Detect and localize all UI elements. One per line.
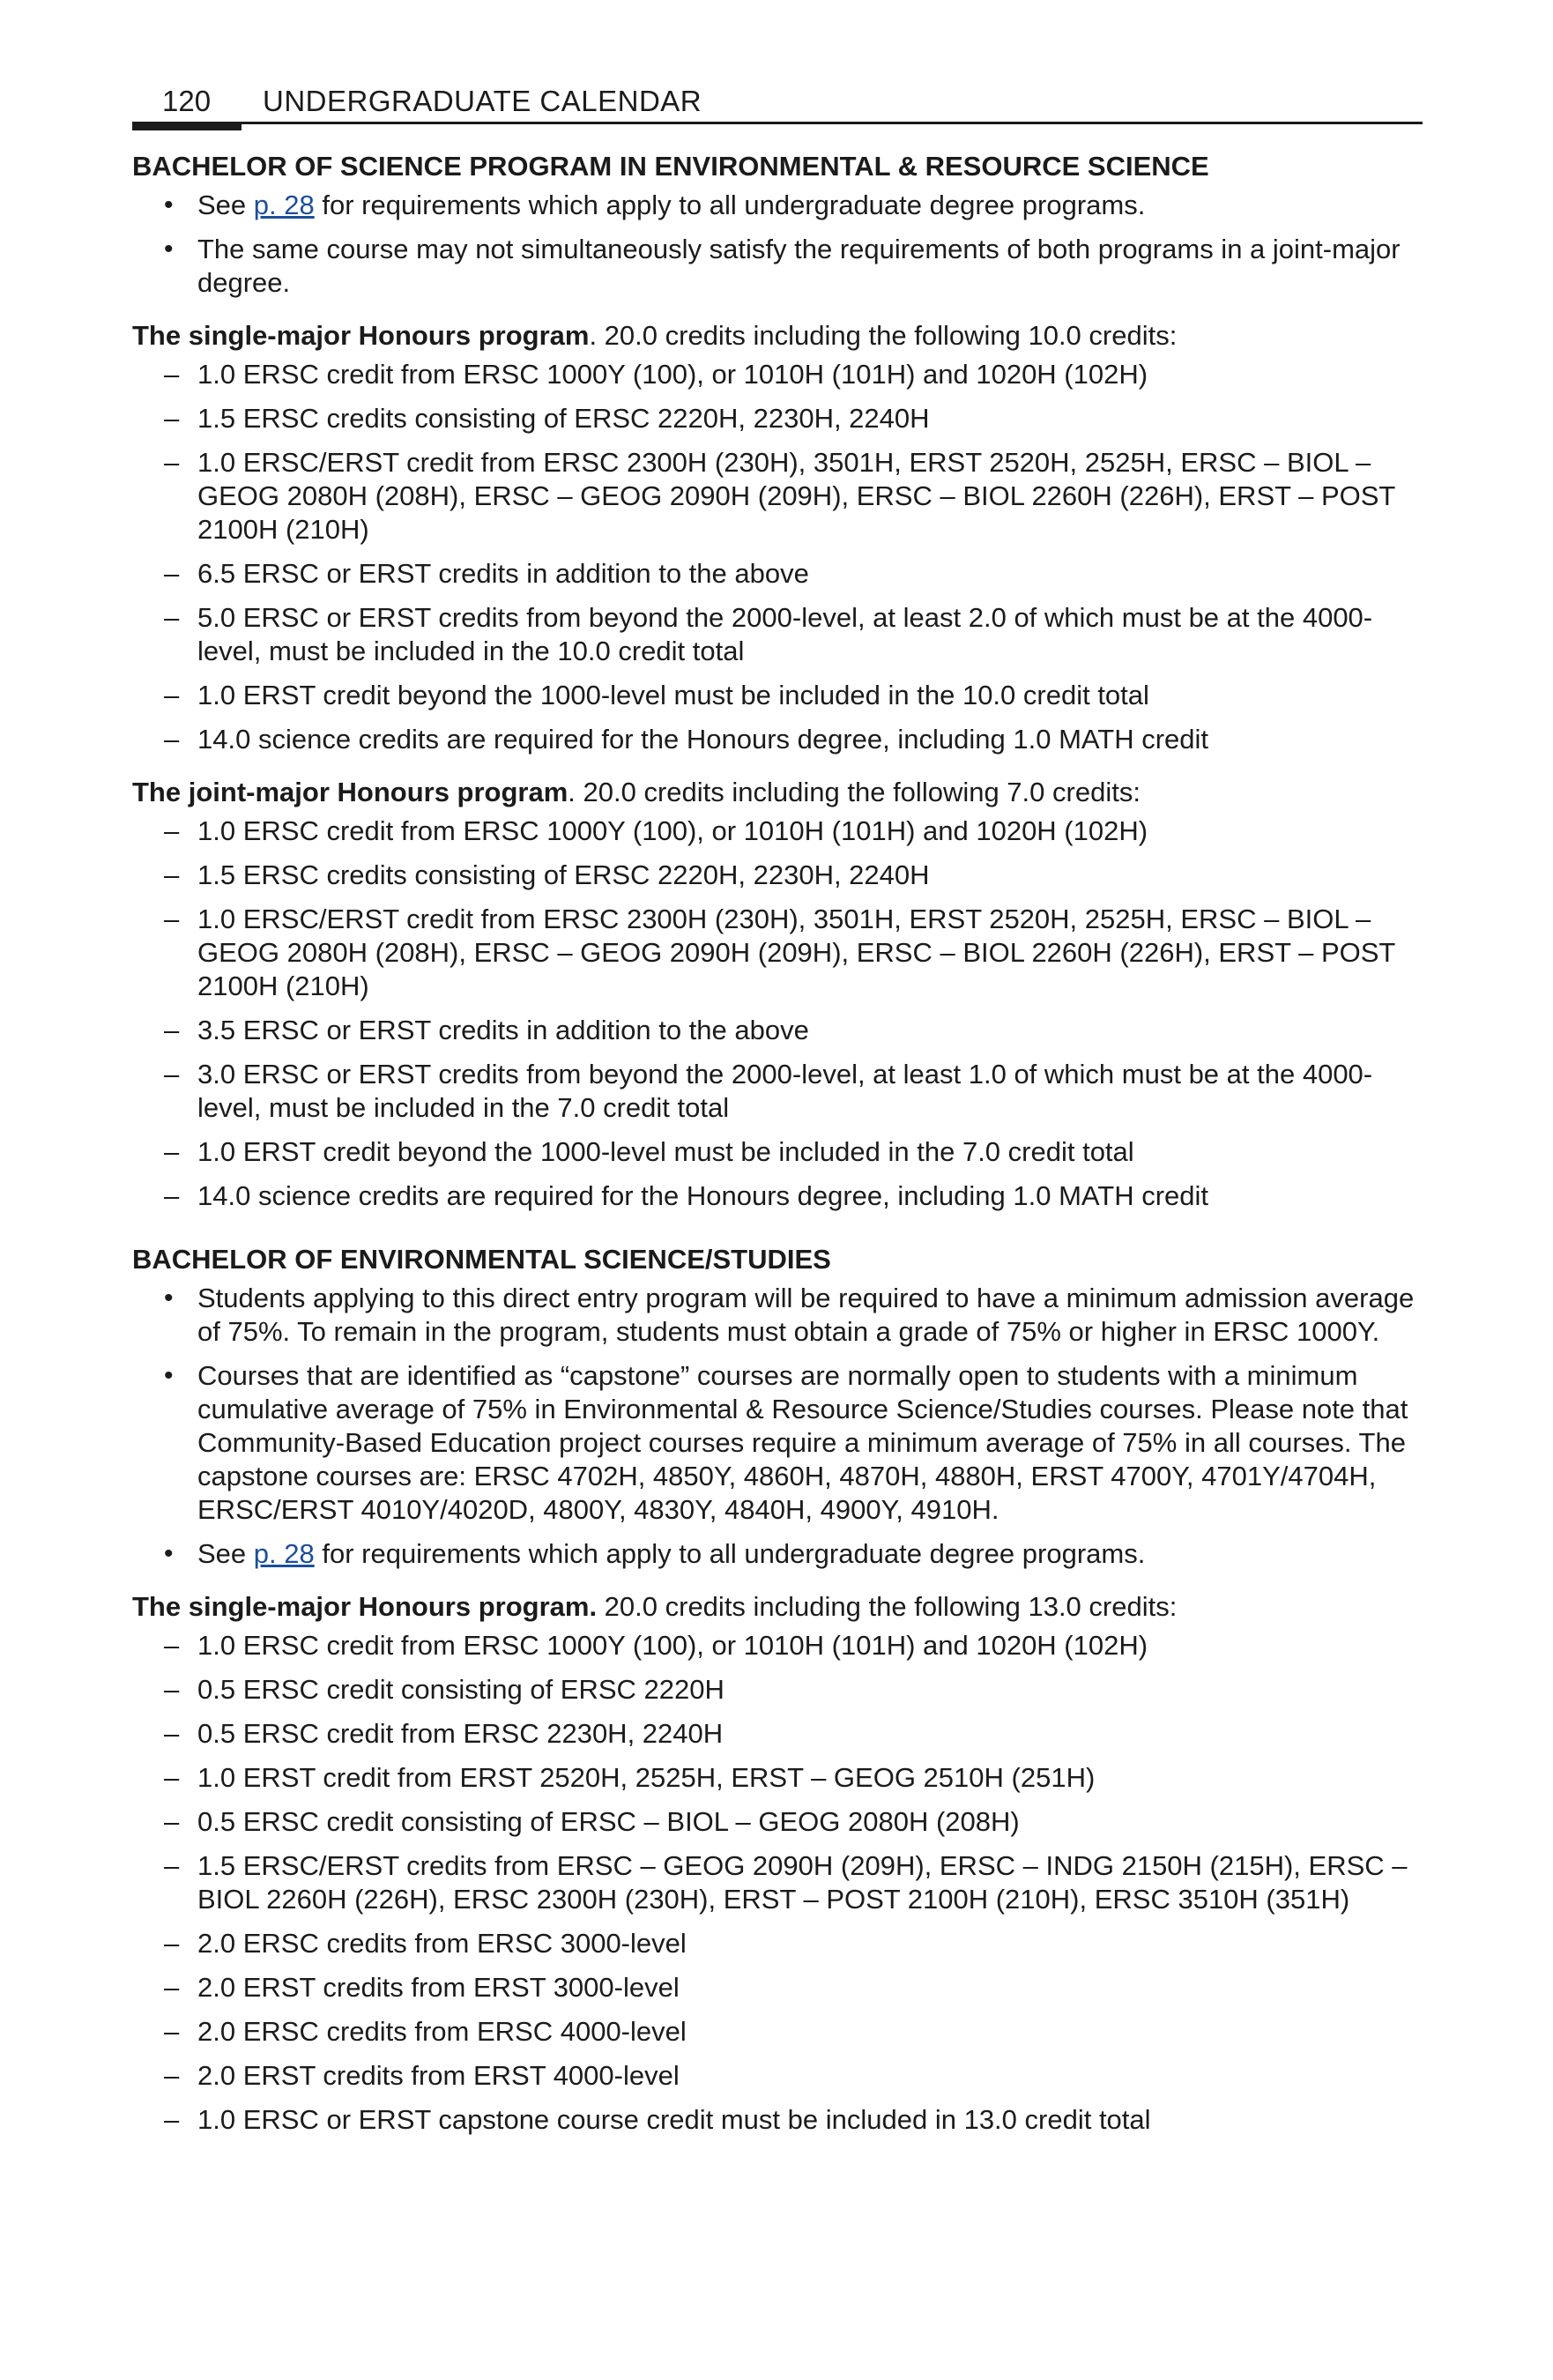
list-item (132, 679, 1421, 712)
page (132, 78, 1421, 2147)
list-item (132, 723, 1421, 756)
program-heading: The single-major Honours program. 20.0 credits including the following 13.0 credits: (132, 1591, 1178, 1622)
dash-icon: – (164, 403, 180, 434)
list-item (132, 1014, 1421, 1047)
list-item (132, 1717, 1421, 1751)
page-number: 120 (162, 85, 212, 117)
dash-icon: – (164, 1806, 180, 1837)
requirement-text: 0.5 ERSC credit consisting of ERSC 2220H (197, 1674, 724, 1705)
dash-icon: – (164, 724, 180, 755)
dash-icon: – (164, 680, 180, 710)
list-item (132, 903, 1421, 1003)
section-title-bes: BACHELOR OF ENVIRONMENTAL SCIENCE/STUDIES (132, 1244, 831, 1275)
requirement-text: 5.0 ERSC or ERST credits from beyond the 2000-level, at least 2.0 of which must be at the 4000-level, must be included in the 10.0 credit total (197, 602, 1373, 666)
list-item (132, 601, 1421, 668)
list-item (132, 1761, 1421, 1795)
dash-icon: – (164, 1928, 180, 1959)
dash-icon: – (164, 602, 180, 633)
dash-icon: – (164, 815, 180, 846)
bes-bullet-list (132, 1282, 1421, 1571)
dash-icon: – (164, 1630, 180, 1661)
requirement-text: 2.0 ERSC credits from ERSC 3000-level (197, 1928, 687, 1959)
dash-icon: – (164, 1762, 180, 1793)
list-item (132, 1971, 1421, 2004)
list-item: • See p. 28 for requirements which apply to all undergraduate degree programs. (164, 190, 1146, 220)
list-item (132, 557, 1421, 591)
dash-icon: – (164, 2104, 180, 2135)
requirement-list (132, 358, 1421, 756)
requirement-text: 1.0 ERSC/ERST credit from ERSC 2300H (230H), 3501H, ERST 2520H, 2525H, ERSC – BIOL – GEOG 2080H (208H), ERSC – GEOG 2090H (209H), ERSC – BIOL 2260H (226H), ERST – POST 2100H (210H) (197, 904, 1395, 1001)
requirement-text: 1.5 ERSC credits consisting of ERSC 2220H, 2230H, 2240H (197, 403, 930, 434)
requirement-text: 1.0 ERST credit beyond the 1000-level must be included in the 10.0 credit total (197, 680, 1149, 710)
bullet-icon: • (164, 234, 174, 264)
dash-icon: – (164, 1674, 180, 1705)
list-item (132, 2015, 1421, 2049)
page-link[interactable]: p. 28 (253, 190, 315, 220)
dash-icon: – (164, 2060, 180, 2091)
requirement-text: 14.0 science credits are required for the Honours degree, including 1.0 MATH credit (197, 1180, 1209, 1211)
requirement-text: 2.0 ERSC credits from ERSC 4000-level (197, 2016, 687, 2047)
requirement-text: 3.0 ERSC or ERST credits from beyond the 2000-level, at least 1.0 of which must be at the 4000-level, must be included in the 7.0 credit total (197, 1059, 1373, 1123)
list-item: • Students applying to this direct entry program will be required to have a minimum admission average of 75%. To remain in the program, students must obtain a grade of 75% or higher in ERSC 1000Y. (164, 1283, 1415, 1347)
requirement-text: 1.5 ERSC credits consisting of ERSC 2220H, 2230H, 2240H (197, 859, 930, 890)
requirement-text: 14.0 science credits are required for the Honours degree, including 1.0 MATH credit (197, 724, 1209, 755)
list-item (132, 402, 1421, 435)
page-link[interactable]: p. 28 (253, 1538, 315, 1569)
requirement-list (132, 814, 1421, 1213)
dash-icon: – (164, 558, 180, 589)
dash-icon: – (164, 904, 180, 934)
header-rule (132, 122, 1423, 124)
requirement-list (132, 1629, 1421, 2137)
list-item: • The same course may not simultaneously satisfy the requirements of both programs in a joint-major degree. (164, 234, 1401, 298)
list-item (132, 1135, 1421, 1169)
list-item (132, 1849, 1421, 1916)
dash-icon: – (164, 859, 180, 890)
dash-icon: – (164, 2016, 180, 2047)
requirement-text: 0.5 ERSC credit consisting of ERSC – BIOL – GEOG 2080H (208H) (197, 1806, 1020, 1837)
list-item (132, 1673, 1421, 1707)
running-title: UNDERGRADUATE CALENDAR (263, 85, 702, 117)
list-item (132, 1805, 1421, 1839)
requirement-text: 6.5 ERSC or ERST credits in addition to the above (197, 558, 809, 589)
bullet-icon: • (164, 1361, 174, 1390)
list-item (132, 2059, 1421, 2093)
requirement-text: 1.5 ERSC/ERST credits from ERSC – GEOG 2090H (209H), ERSC – INDG 2150H (215H), ERSC – BIOL 2260H (226H), ERSC 2300H (230H), ERST – POST 2100H (210H), ERSC 3510H (351H) (197, 1850, 1408, 1915)
dash-icon: – (164, 1015, 180, 1045)
list-item: • See p. 28 for requirements which apply to all undergraduate degree programs. (164, 1538, 1146, 1569)
list-item: • Courses that are identified as “capstone” courses are normally open to students with a minimum cumulative average of 75% in Environmental & Resource Science/Studies courses. Please note that Community-Based Education project courses require a minimum average of 75% in all courses. The capstone courses are: ERSC 4702H, 4850Y, 4860H, 4870H, 4880H, ERST 4700Y, 4701Y/4704H, ERSC/ERST 4010Y/4020D, 4800Y, 4830Y, 4840H, 4900Y, 4910H. (164, 1360, 1408, 1525)
list-item (132, 446, 1421, 547)
requirement-text: 0.5 ERSC credit from ERSC 2230H, 2240H (197, 1718, 724, 1749)
requirement-text: 1.0 ERSC credit from ERSC 1000Y (100), or 1010H (101H) and 1020H (102H) (197, 815, 1148, 846)
list-item (132, 2103, 1421, 2137)
requirement-text: 3.5 ERSC or ERST credits in addition to the above (197, 1015, 809, 1045)
list-item (132, 1927, 1421, 1960)
bullet-icon: • (164, 190, 174, 219)
requirement-text: 1.0 ERSC credit from ERSC 1000Y (100), or 1010H (101H) and 1020H (102H) (197, 359, 1148, 390)
page-header (132, 78, 1421, 127)
dash-icon: – (164, 1180, 180, 1211)
dash-icon: – (164, 1136, 180, 1167)
bsc-bullet-list (132, 189, 1421, 300)
page-content (132, 150, 1421, 2137)
dash-icon: – (164, 1850, 180, 1881)
program-heading: The single-major Honours program. 20.0 credits including the following 10.0 credits: (132, 320, 1178, 351)
requirement-text: 2.0 ERST credits from ERST 4000-level (197, 2060, 680, 2091)
bullet-icon: • (164, 1539, 174, 1568)
list-item (132, 859, 1421, 892)
bullet-icon: • (164, 1283, 174, 1313)
program-heading: The joint-major Honours program. 20.0 credits including the following 7.0 credits: (132, 777, 1141, 807)
requirement-text: 1.0 ERSC credit from ERSC 1000Y (100), or 1010H (101H) and 1020H (102H) (197, 1630, 1148, 1661)
header-rule-accent (132, 122, 241, 130)
requirement-text: 1.0 ERST credit from ERST 2520H, 2525H, ERST – GEOG 2510H (251H) (197, 1762, 1096, 1793)
requirement-text: 1.0 ERST credit beyond the 1000-level must be included in the 7.0 credit total (197, 1136, 1134, 1167)
list-item (132, 358, 1421, 391)
dash-icon: – (164, 447, 180, 478)
list-item (132, 814, 1421, 848)
list-item (132, 1179, 1421, 1213)
dash-icon: – (164, 1059, 180, 1090)
list-item (132, 1629, 1421, 1662)
dash-icon: – (164, 359, 180, 390)
requirement-text: 1.0 ERSC/ERST credit from ERSC 2300H (230H), 3501H, ERST 2520H, 2525H, ERSC – BIOL – GEOG 2080H (208H), ERSC – GEOG 2090H (209H), ERSC – BIOL 2260H (226H), ERST – POST 2100H (210H) (197, 447, 1395, 545)
dash-icon: – (164, 1972, 180, 2003)
requirement-text: 2.0 ERST credits from ERST 3000-level (197, 1972, 680, 2003)
requirement-text: 1.0 ERSC or ERST capstone course credit must be included in 13.0 credit total (197, 2104, 1151, 2135)
dash-icon: – (164, 1718, 180, 1749)
list-item (132, 1058, 1421, 1125)
section-title-bsc: BACHELOR OF SCIENCE PROGRAM IN ENVIRONMENTAL & RESOURCE SCIENCE (132, 151, 1209, 182)
